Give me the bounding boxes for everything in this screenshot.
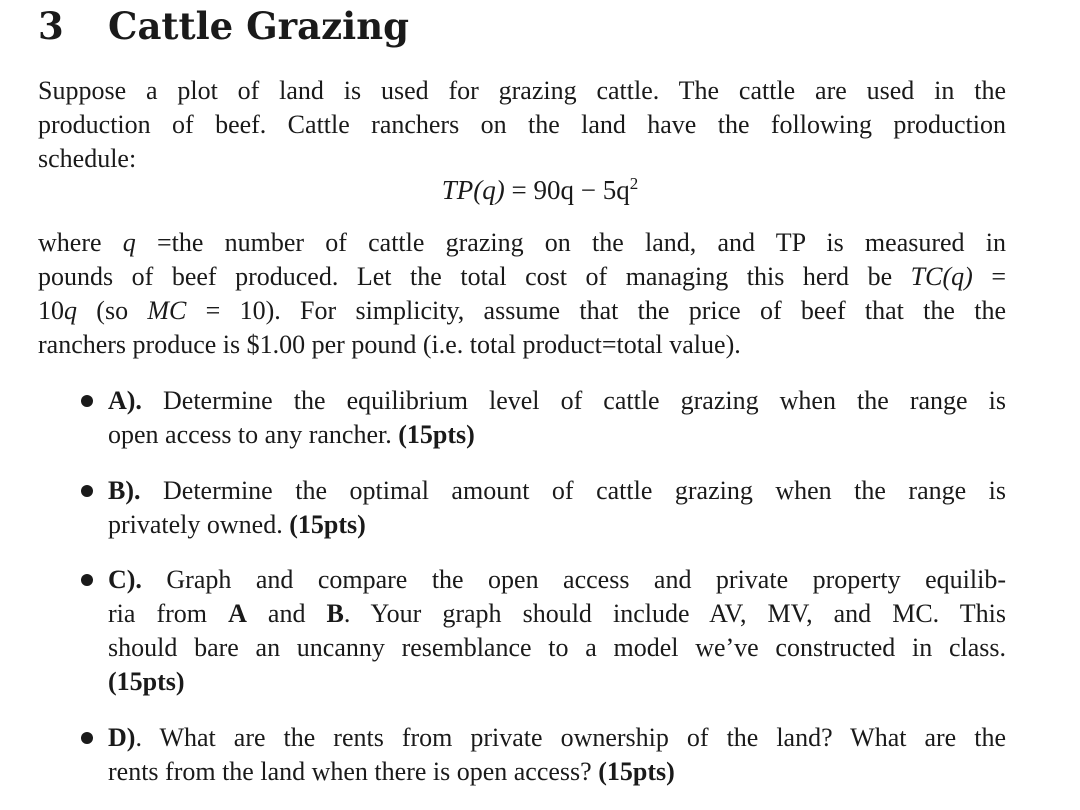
points-label: (15pts) [398, 420, 475, 449]
points-label: (15pts) [289, 510, 366, 539]
question-line [108, 665, 1006, 699]
intro-line: production of beef. Cattle ranchers on the land have the following production [38, 110, 1006, 139]
intro-paragraph [38, 74, 1006, 176]
question-line: D). What are the rents from private ownership of the land? What are the [108, 723, 1006, 752]
question-line: B). Determine the optimal amount of cattle grazing when the range is [108, 476, 1006, 505]
question-b [108, 474, 1006, 542]
intro-line: schedule: [38, 144, 137, 173]
equation-exponent: 2 [629, 174, 639, 193]
question-line: C). Graph and compare the open access and private property equilib- [108, 565, 1006, 594]
points-label: (15pts) [598, 757, 675, 786]
body-line: 10q (so MC = 10). For simplicity, assume that the price of beef that the the [38, 296, 1006, 325]
question-line: open access to any rancher. (15pts) [108, 420, 475, 449]
bullet-icon [81, 395, 93, 407]
section-heading [38, 4, 409, 48]
body-paragraph [38, 226, 1006, 362]
question-line: privately owned. (15pts) [108, 510, 366, 539]
question-c [108, 563, 1006, 699]
points-label: (15pts) [108, 667, 185, 696]
section-title: Cattle Grazing [108, 4, 409, 48]
bullet-icon [81, 485, 93, 497]
bullet-icon [81, 574, 93, 586]
question-d [108, 721, 1006, 789]
body-line: pounds of beef produced. Let the total cost of managing this herd be TC(q) = [38, 262, 1006, 291]
intro-line: Suppose a plot of land is used for grazing cattle. The cattle are used in the [38, 76, 1006, 105]
section-number: 3 [38, 4, 64, 48]
question-line: should bare an uncanny resemblance to a model we’ve constructed in class. [108, 633, 1006, 662]
production-equation [0, 174, 1080, 206]
bullet-icon [81, 732, 93, 744]
body-line: ranchers produce is $1.00 per pound (i.e. total product=total value). [38, 330, 741, 359]
question-line: A). Determine the equilibrium level of cattle grazing when the range is [108, 386, 1006, 415]
body-line: where q =the number of cattle grazing on the land, and TP is measured in [38, 228, 1006, 257]
equation-lhs: TP(q) [441, 175, 505, 205]
question-line: ria from A and B. Your graph should include AV, MV, and MC. This [108, 599, 1006, 628]
question-line: rents from the land when there is open access? (15pts) [108, 757, 675, 786]
question-a [108, 384, 1006, 452]
equation-rhs: = 90q − 5q [504, 175, 630, 205]
